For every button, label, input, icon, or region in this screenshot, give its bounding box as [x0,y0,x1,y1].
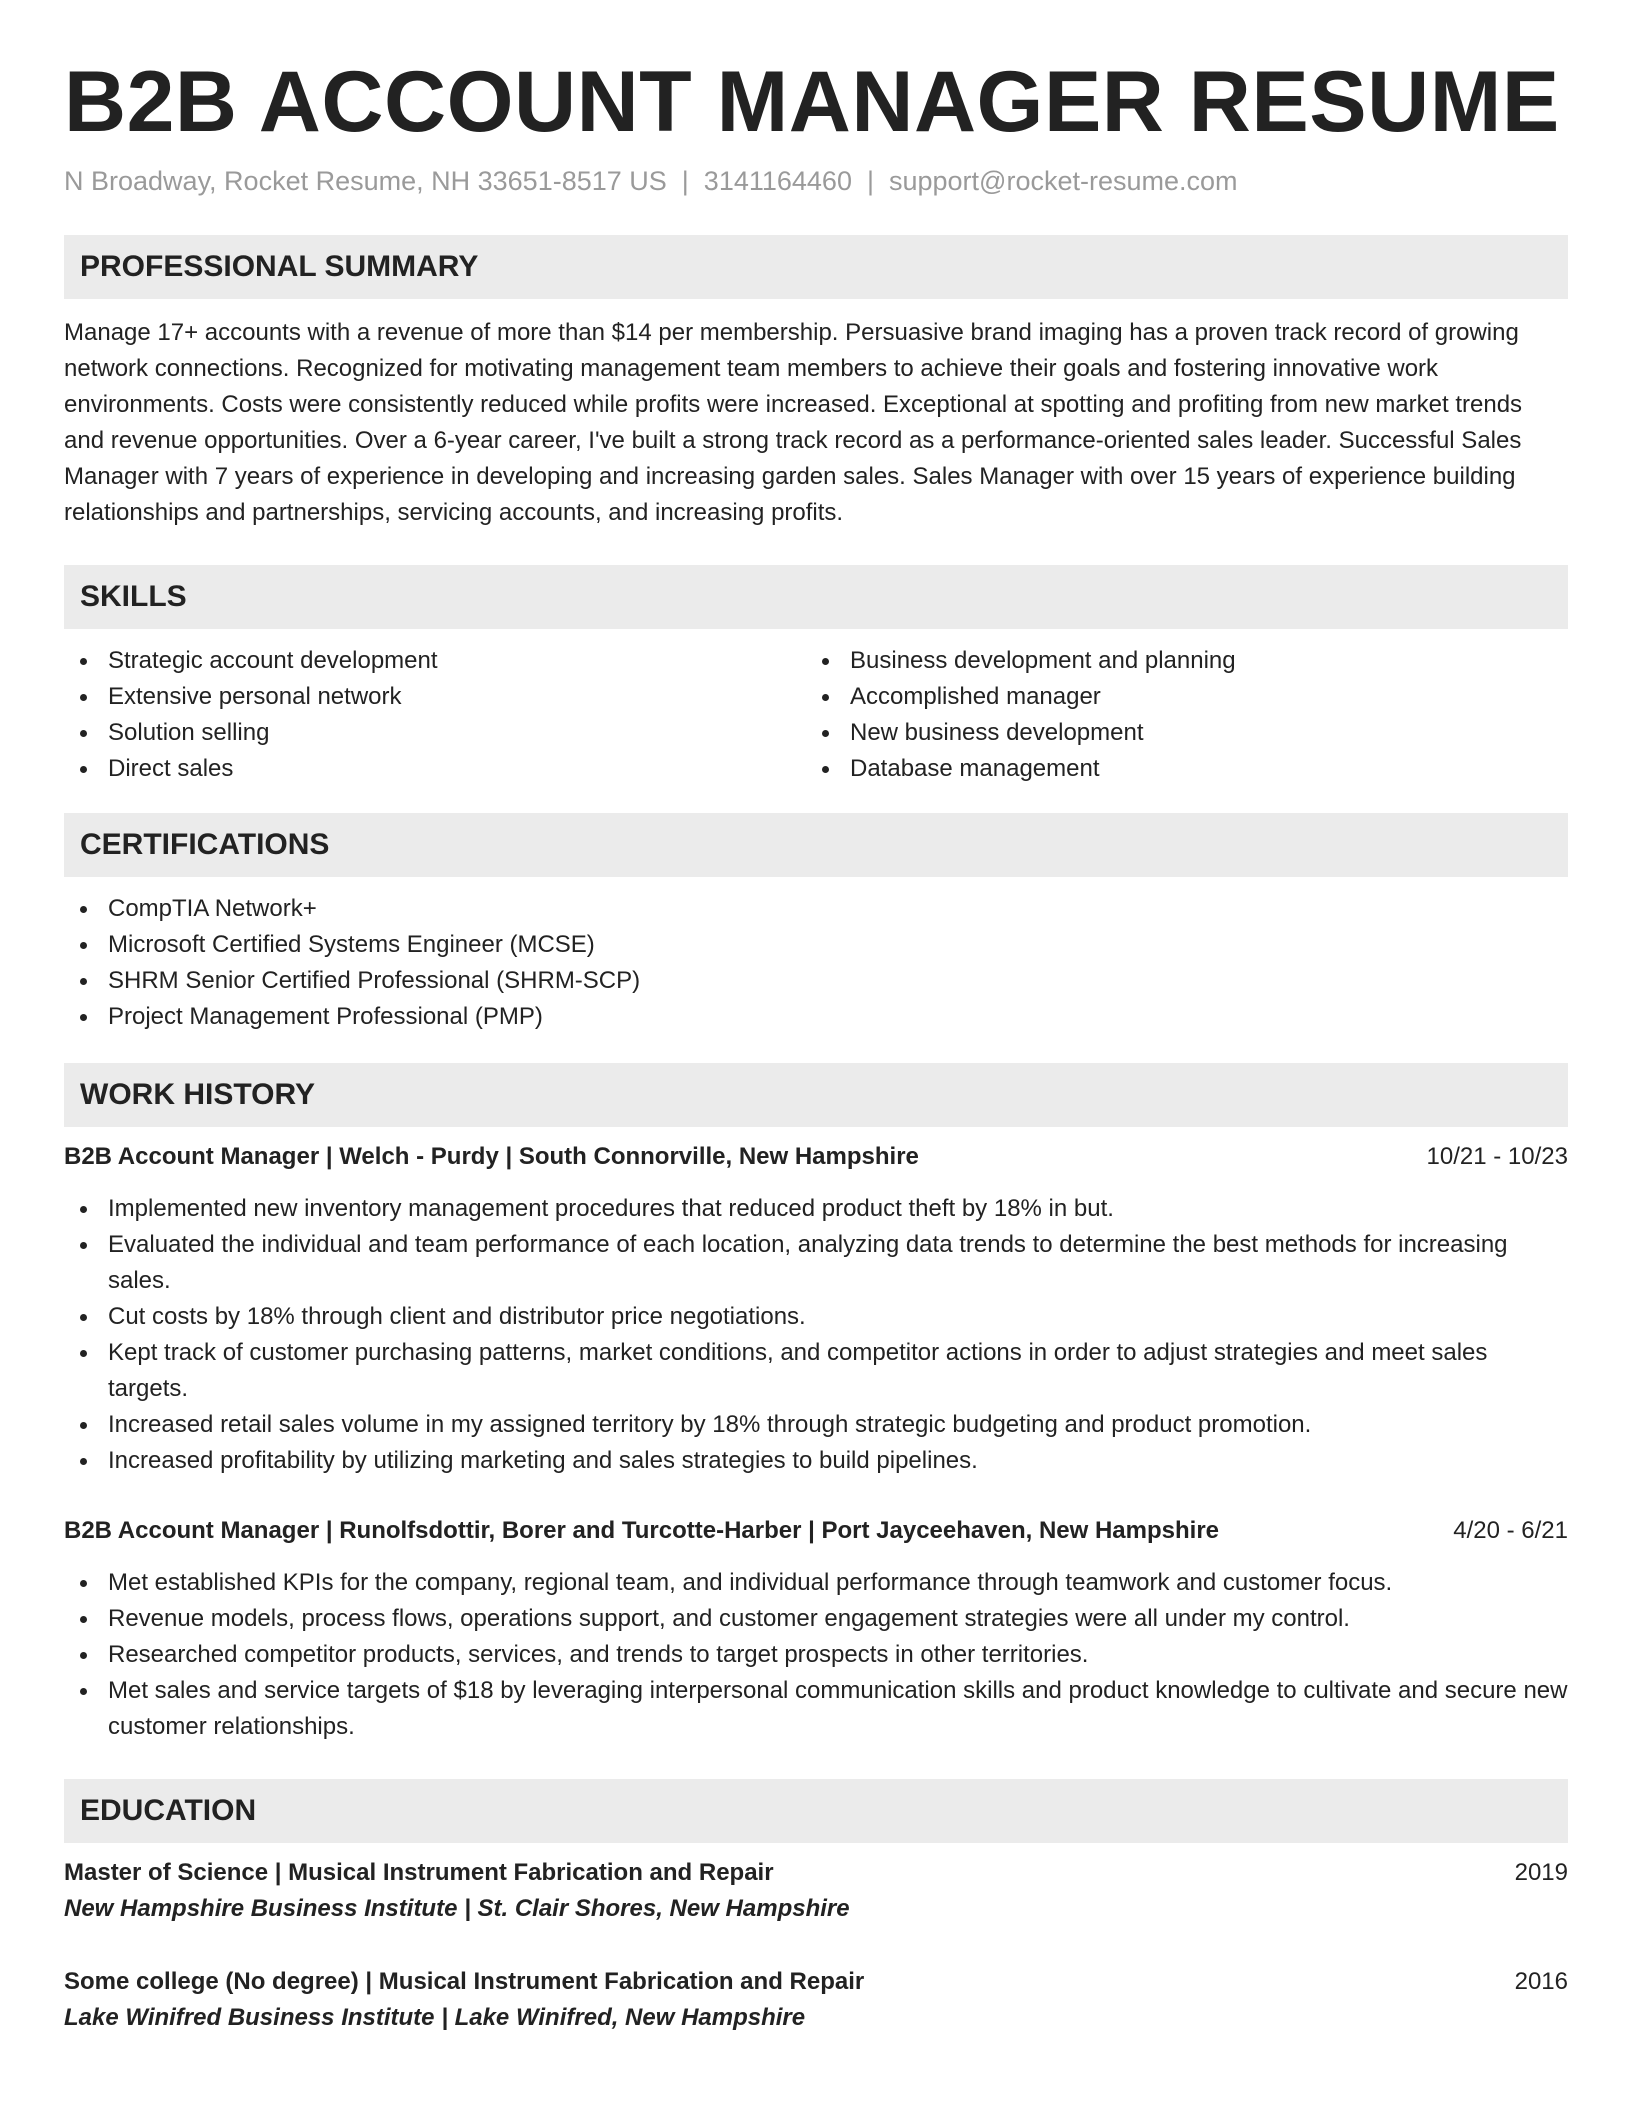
section-header-skills: SKILLS [64,565,1568,629]
education-degree: Master of Science | Musical Instrument Fabrication and Repair [64,1859,774,1886]
education-school: Lake Winifred Business Institute | Lake Winifred, New Hampshire [64,2004,806,2031]
section-header-certifications: CERTIFICATIONS [64,813,1568,877]
job-header [64,1139,1568,1175]
certification-item: Microsoft Certified Systems Engineer (MCSE) [64,927,1568,963]
job-bullet: Cut costs by 18% through client and distributor price negotiations. [64,1299,1568,1335]
skill-item: Strategic account development [64,643,806,679]
job-bullets [64,1191,1568,1479]
education-entry [64,1855,1568,1927]
skills-grid [64,643,1568,787]
certifications-list [64,891,1568,1035]
section-header-work-history: WORK HISTORY [64,1063,1568,1127]
job-title: B2B Account Manager | Welch - Purdy | South Connorville, New Hampshire [64,1143,919,1170]
skills-list-left [64,643,806,787]
certification-item: SHRM Senior Certified Professional (SHRM-SCP) [64,963,1568,999]
contact-email: support@rocket-resume.com [888,166,1238,196]
contact-phone: 3141164460 [703,166,852,196]
education-degree: Some college (No degree) | Musical Instrument Fabrication and Repair [64,1968,865,1995]
job-bullet: Revenue models, process flows, operations support, and customer engagement strategies were all under my control. [64,1601,1568,1637]
job-entry [64,1513,1568,1745]
education-school: New Hampshire Business Institute | St. Clair Shores, New Hampshire [64,1895,850,1922]
job-bullet: Increased retail sales volume in my assigned territory by 18% through strategic budgeting and product promotion. [64,1407,1568,1443]
job-bullet: Met sales and service targets of $18 by leveraging interpersonal communication skills and product knowledge to cultivate and secure new customer relationships. [64,1673,1568,1745]
education-entry [64,1964,1568,2036]
education-header [64,1964,1568,2000]
certification-item: Project Management Professional (PMP) [64,999,1568,1035]
skill-item: Database management [806,751,1548,787]
section-header-summary: PROFESSIONAL SUMMARY [64,235,1568,299]
job-bullet: Kept track of customer purchasing patterns, market conditions, and competitor actions in order to adjust strategies and meet sales targets. [64,1335,1568,1407]
resume-title: B2B ACCOUNT MANAGER RESUME [64,54,1560,150]
skill-item: Extensive personal network [64,679,806,715]
skills-list-right [806,643,1548,787]
job-bullets [64,1565,1568,1745]
skill-item: New business development [806,715,1548,751]
job-header [64,1513,1568,1549]
contact-line [64,164,1568,198]
section-header-education: EDUCATION [64,1779,1568,1843]
job-entry [64,1139,1568,1479]
job-bullet: Increased profitability by utilizing marketing and sales strategies to build pipelines. [64,1443,1568,1479]
skill-item: Direct sales [64,751,806,787]
job-dates: 4/20 - 6/21 [1453,1517,1568,1544]
summary-text: Manage 17+ accounts with a revenue of more than $14 per membership. Persuasive brand imaging has a proven track record of growing network connections. Recognized for motivating management team members to achieve their goals and fostering innovative work environments. Costs were consistently reduced while profits were increased. Exceptional at spotting and profiting from new market trends and revenue opportunities. Over a 6-year career, I've built a strong track record as a performance-oriented sales leader. Successful Sales Manager with 7 years of experience in developing and increasing garden sales. Sales Manager with over 15 years of experience building relationships and partnerships, servicing accounts, and increasing profits. [64,319,1523,526]
education-year: 2019 [1514,1859,1568,1886]
skill-item: Solution selling [64,715,806,751]
contact-separator: | [866,166,874,196]
skill-item: Accomplished manager [806,679,1548,715]
job-title: B2B Account Manager | Runolfsdottir, Borer and Turcotte-Harber | Port Jayceehaven, New Hampshire [64,1517,1220,1544]
job-bullet: Met established KPIs for the company, regional team, and individual performance through teamwork and customer focus. [64,1565,1568,1601]
job-bullet: Researched competitor products, services, and trends to target prospects in other territories. [64,1637,1568,1673]
job-bullet: Implemented new inventory management procedures that reduced product theft by 18% in but. [64,1191,1568,1227]
job-bullet: Evaluated the individual and team performance of each location, analyzing data trends to determine the best methods for increasing sales. [64,1227,1568,1299]
skill-item: Business development and planning [806,643,1548,679]
education-header [64,1855,1568,1891]
contact-separator: | [681,166,689,196]
education-year: 2016 [1514,1968,1568,1995]
contact-address: N Broadway, Rocket Resume, NH 33651-8517 US [64,166,667,196]
certification-item: CompTIA Network+ [64,891,1568,927]
job-dates: 10/21 - 10/23 [1426,1143,1568,1170]
